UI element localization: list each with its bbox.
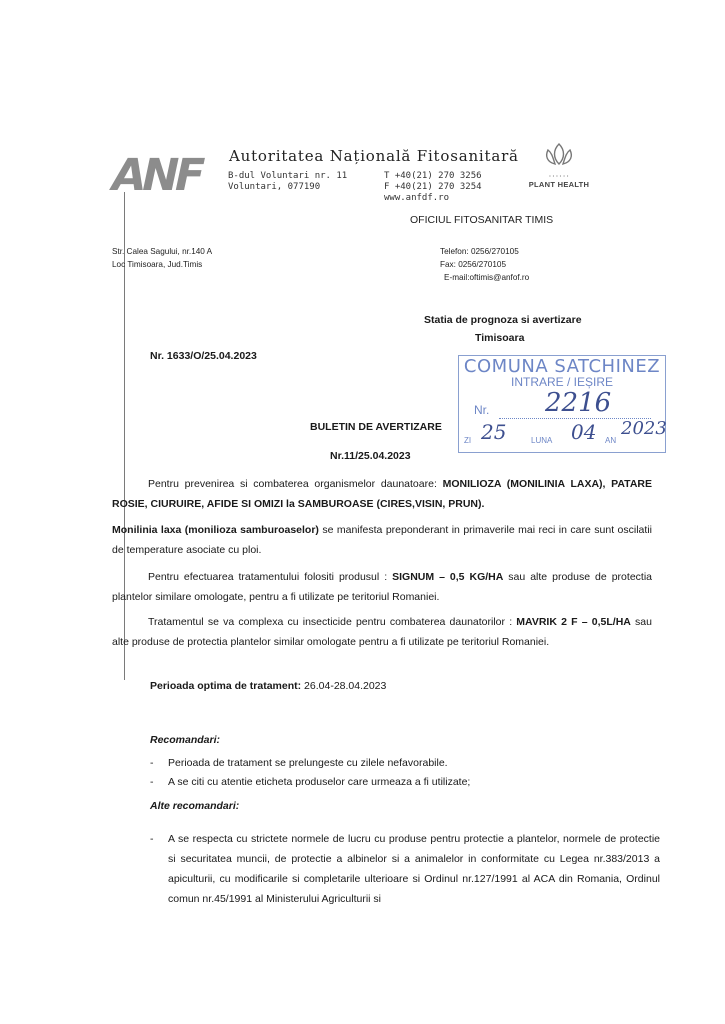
document-number: Nr. 1633/O/25.04.2023 [150, 350, 257, 362]
plant-health-dots: • • • • • • [549, 173, 569, 178]
stamp-commune: COMUNA SATCHINEZ [463, 356, 661, 377]
p4-bold: MAVRIK 2 F – 0,5L/HA [516, 616, 631, 628]
agency-address [228, 171, 347, 193]
station-city: Timisoara [475, 332, 525, 344]
p1-bold: MONILIOZA (MONILINIA LAXA), PATARE ROSIE, CIURUIRE, AFIDE SI OMIZI la SAMBUROASE (CIRES,VISIN, PRUN). [112, 478, 652, 510]
period-label: Perioada optima de tratament: [150, 680, 302, 692]
paragraph-insecticide [112, 612, 652, 652]
p2-text: se manifesta preponderant in primaverile mai reci in care sunt oscilatii de temperature asociate cu ploi. [112, 524, 652, 556]
leaf-emblem-icon [539, 142, 579, 168]
dash-icon: - [150, 776, 154, 788]
office-contact [440, 245, 529, 284]
office-name: OFICIUL FITOSANITAR TIMIS [410, 214, 554, 226]
dash-icon: - [150, 757, 154, 769]
stamp-year-value: 2023 [621, 418, 667, 439]
p3-text-b: sau alte produse de protectia plantelor similare omologate, pentru a fi utilizate pe teritoriul Romaniei. [112, 571, 652, 603]
recommendations-title: Recomandari: [150, 734, 221, 746]
other-recommendations-title: Alte recomandari: [150, 800, 240, 812]
address-line-2: Voluntari, 077190 [228, 182, 321, 192]
stamp-day-label: ZI [464, 436, 472, 445]
p4-text-b: sau alte produse de protectia plantelor similar omologate pentru a fi utilizate pe teritoriul Romaniei. [112, 616, 652, 648]
office-street: Str. Calea Sagului, nr.140 A [112, 247, 213, 256]
station-name: Statia de prognoza si avertizare [424, 314, 582, 326]
p2-bold: Monilinia laxa (monilioza samburoaselor) [112, 524, 319, 536]
agency-website: www.anfdf.ro [384, 193, 450, 203]
agency-name: Autoritatea Națională Fitosanitară [229, 147, 519, 165]
list-item: - A se respecta cu strictete normele de lucru cu produse pentru protectie a plantelor, normele de protectie si securitatea muncii, de protectie a albinelor si a animalelor in conformitate cu Legea nr.383/2013 a apiculturii, cu modificarile si completarile ulterioare si Ordinul nr.127/1991 al ACA din Romania, Ordinul comun nr.45/1991 al Ministerului Agriculturii si [150, 829, 660, 909]
address-line-1: B-dul Voluntari nr. 11 [228, 171, 348, 181]
agency-fax: F +40(21) 270 3254 [384, 182, 482, 192]
paragraph-treatment [112, 567, 652, 607]
stamp-nr-label: Nr. [474, 403, 490, 417]
agency-contact [384, 171, 482, 204]
anf-logo: ANF [106, 150, 207, 201]
p3-text-a: Pentru efectuarea tratamentului folositi produsul : [148, 571, 393, 583]
office-address [112, 245, 212, 271]
p1-text: Pentru prevenirea si combaterea organismelor daunatoare: [148, 478, 443, 490]
dash-icon: - [150, 833, 154, 845]
p3-bold: SIGNUM – 0,5 KG/HA [392, 571, 504, 583]
recommendations-list [150, 754, 660, 792]
list-item: - Perioada de tratament se prelungeste cu zilele nefavorabile. [150, 754, 660, 773]
other-recommendations-list [150, 829, 660, 909]
office-telephone: Telefon: 0256/270105 [440, 247, 519, 256]
agency-phone: T +40(21) 270 3256 [384, 171, 482, 181]
registration-stamp [458, 355, 666, 453]
office-email: E-mail:oftimis@anfof.ro [444, 273, 530, 282]
office-fax: Fax: 0256/270105 [440, 260, 507, 269]
paragraph-monilinia [112, 520, 652, 560]
stamp-month-value: 04 [571, 420, 597, 444]
treatment-period [150, 676, 650, 696]
plant-health-label: PLANT HEALTH [528, 180, 590, 189]
stamp-nr-value: 2216 [545, 388, 612, 418]
list-item: - A se citi cu atentie eticheta produselor care urmeaza a fi utilizate; [150, 773, 660, 792]
period-value: 26.04-28.04.2023 [301, 680, 387, 692]
stamp-year-label: AN [605, 436, 617, 445]
stamp-month-label: LUNA [531, 436, 553, 445]
stamp-day-value: 25 [481, 420, 507, 444]
plant-health-logo [520, 142, 598, 189]
paragraph-prevention [112, 474, 652, 514]
bulletin-title: BULETIN DE AVERTIZARE [310, 421, 442, 433]
office-locality: Loc Timisoara, Jud.Timis [112, 260, 203, 269]
bulletin-number: Nr.11/25.04.2023 [330, 450, 411, 462]
stamp-entry-exit: INTRARE / IEȘIRE [510, 375, 614, 389]
p4-text-a: Tratamentul se va complexa cu insecticide pentru combaterea daunatorilor : [148, 616, 517, 628]
